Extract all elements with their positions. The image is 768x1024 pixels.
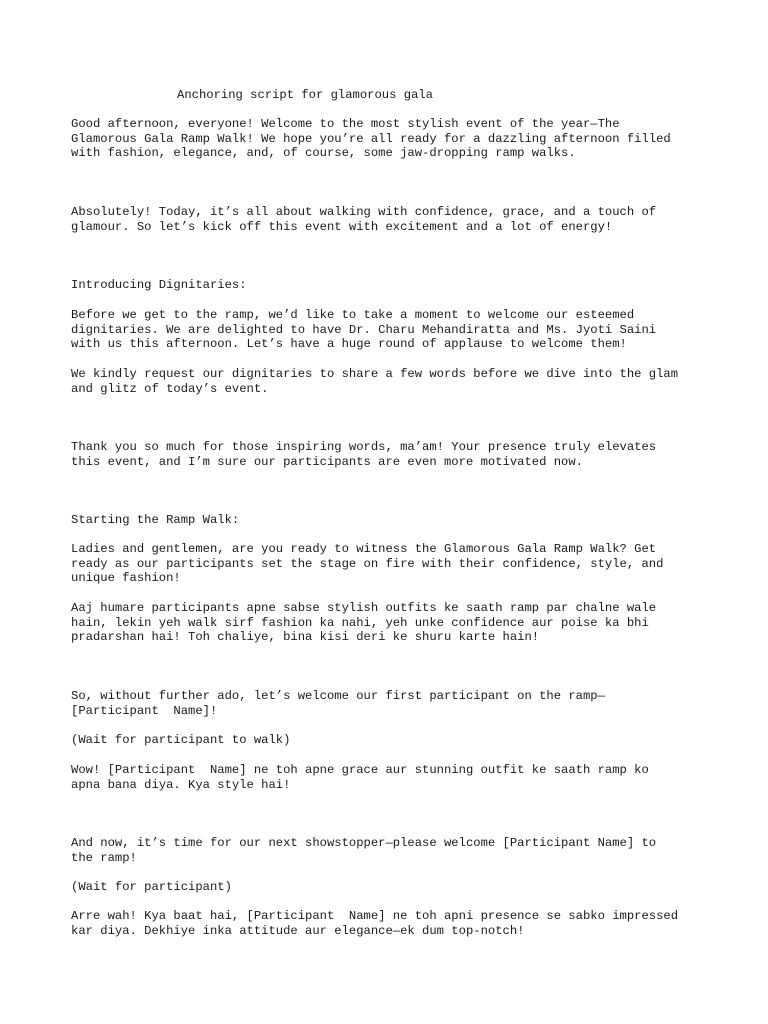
stage-direction-wait-walk: (Wait for participant to walk) [71,733,291,747]
paragraph-welcome-dignitaries: Before we get to the ramp, we’d like to take a moment to welcome our esteemed dignitaries. We are delighted to have Dr. Charu Mehandiratta and Ms. Jyoti Saini with us this afternoon. Let’s have a huge round of applause to welcome them! [71,308,657,352]
heading-introducing-dignitaries: Introducing Dignitaries: [71,278,247,292]
paragraph-opening-welcome: Good afternoon, everyone! Welcome to the most stylish event of the year—The Glamorous Gala Ramp Walk! We hope you’re all ready for a dazzling afternoon filled with fashion, elegance, and, of course, some jaw-dropping ramp walks. [71,117,671,161]
paragraph-aaj-humare: Aaj humare participants apne sabse stylish outfits ke saath ramp par chalne wale hain, lekin yeh walk sirf fashion ka nahi, yeh unke confidence aur poise ka bhi pradarshan hai! Toh chaliye, bina kisi deri ke shuru karte hain! [71,601,657,645]
paragraph-wow-participant: Wow! [Participant Name] ne toh apne grace aur stunning outfit ke saath ramp ko apna bana diya. Kya style hai! [71,763,649,792]
paragraph-next-showstopper: And now, it’s time for our next showstopper—please welcome [Participant Name] to the ramp! [71,836,657,865]
paragraph-kick-off: Absolutely! Today, it’s all about walking with confidence, grace, and a touch of glamour. So let’s kick off this event with excitement and a lot of energy! [71,205,657,234]
stage-direction-wait-participant: (Wait for participant) [71,880,232,894]
paragraph-thank-you: Thank you so much for those inspiring words, ma’am! Your presence truly elevates this event, and I’m sure our participants are even more motivated now. [71,440,657,469]
document-title: Anchoring script for glamorous gala [177,88,433,102]
paragraph-request-dignitaries: We kindly request our dignitaries to share a few words before we dive into the glam and glitz of today’s event. [71,367,679,396]
paragraph-ready-to-witness: Ladies and gentlemen, are you ready to witness the Glamorous Gala Ramp Walk? Get ready as our participants set the stage on fire with their confidence, style, and unique fashion! [71,542,664,586]
paragraph-arre-wah: Arre wah! Kya baat hai, [Participant Name] ne toh apni presence se sabko impressed kar diya. Dekhiye inka attitude aur elegance—ek dum top-notch! [71,909,679,938]
heading-starting-ramp-walk: Starting the Ramp Walk: [71,513,240,527]
paragraph-first-participant: So, without further ado, let’s welcome our first participant on the ramp— [Participant Name]! [71,689,605,718]
